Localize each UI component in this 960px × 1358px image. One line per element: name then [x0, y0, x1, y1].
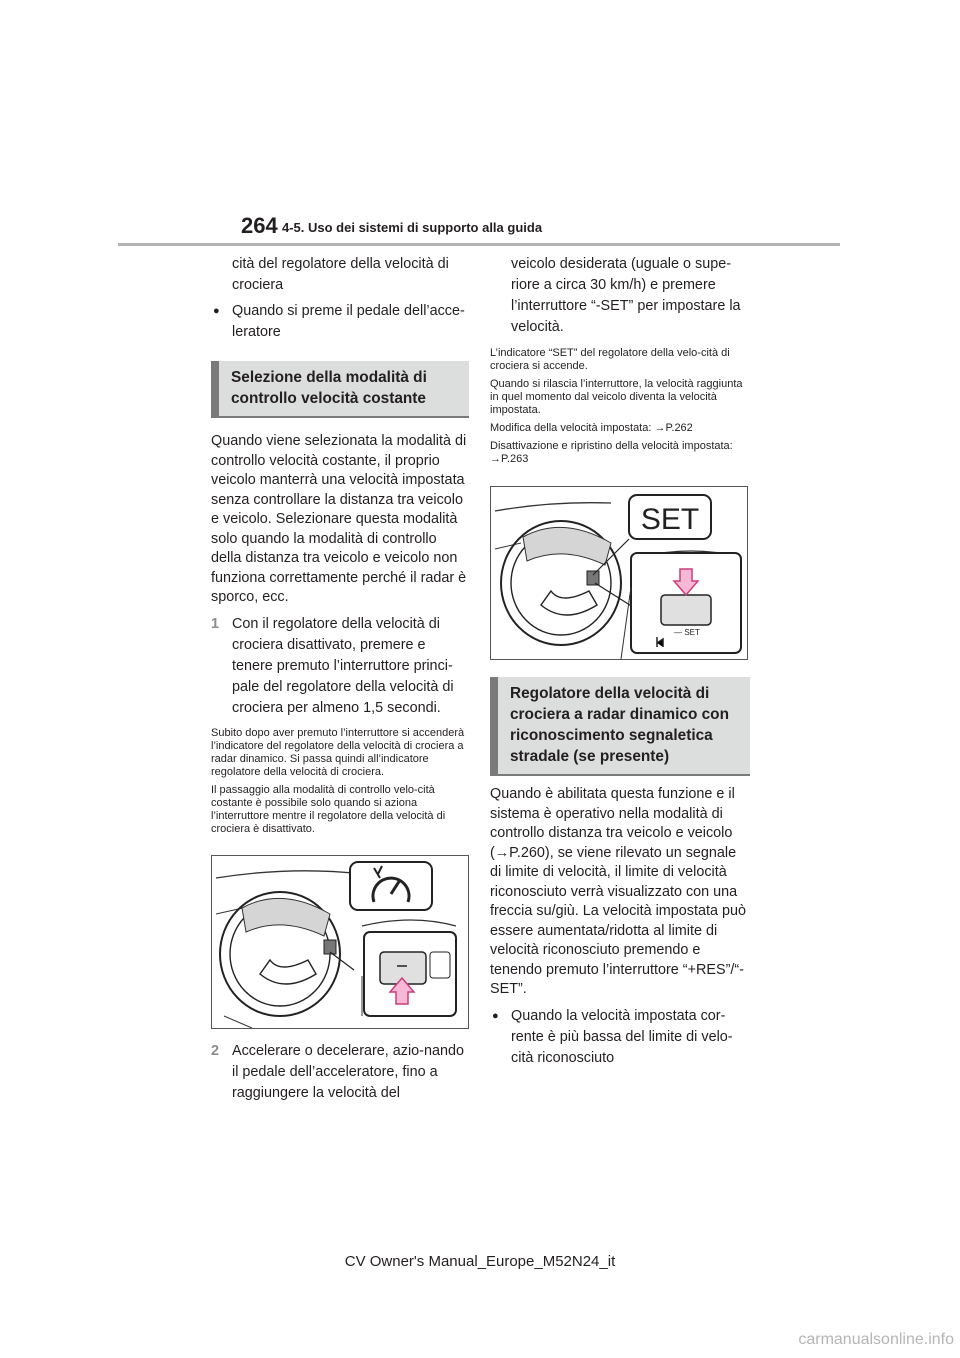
section-title: 4-5. Uso dei sistemi di supporto alla guida — [282, 220, 543, 235]
step-1 — [211, 614, 469, 719]
set-switch — [661, 595, 711, 625]
reference-change-speed — [490, 422, 750, 435]
reference-cancel-resume-page[interactable]: →P.263 — [490, 453, 529, 465]
header-divider — [118, 243, 840, 246]
note-release: Quando si rilascia l’interruttore, la velocità raggiunta in quel momento dal veicolo diventa la velocità impostata. — [490, 378, 743, 416]
note-mode-switch: Il passaggio alla modalità di controllo velo-cità costante è possibile solo quando si aziona l’interruttore mentre il regolatore della velocità di crociera è disattivato. — [211, 783, 446, 835]
radar-sign-text: Quando è abilitata questa funzione e il sistema è operativo nella modalità di controllo distanza tra veicolo e veicolo (→P.260), se viene rilevato un segnale di limite di velocità, il limite di velocità riconosciuto verrà visualizzato con una freccia su/giù. La velocità impostata può essere aumentata/ridotta al limite di velocità riconosciuto premendo e tenendo premuto l’interruttore “+RES”/“-SET”. — [490, 786, 746, 997]
heading-radar-block — [490, 677, 750, 776]
heading-constant-speed-block — [211, 361, 469, 418]
set-indicator-label: SET — [640, 503, 700, 536]
figure-steering-set-switch — [490, 486, 748, 660]
step-1-text: Con il regolatore della velocità di crociera disattivato, premere e tenere premuto l’interruttore princi-pale del regolatore della velocità di crociera per almeno 1,5 secondi. — [232, 615, 454, 716]
right-column — [490, 252, 750, 1069]
note-set-indicator: L’indicatore “SET” del regolatore della velo-cità di crociera si accende. — [490, 347, 730, 372]
reference-change-speed-page[interactable]: →P.262 — [654, 422, 693, 434]
step-2-continued: veicolo desiderata (uguale o supe-riore a circa 30 km/h) e premere l’interruttore “-SET” per impostare la velocità. — [511, 256, 741, 335]
figure-steering-main-switch — [211, 855, 469, 1029]
heading-radar-sign-recognition: Regolatore della velocità di crociera a radar dinamico con riconoscimento segnaletica stradale (se presente) — [490, 677, 750, 774]
note-indicator-switch: Subito dopo aver premuto l’interruttore si accenderà l’indicatore del regolatore della velocità di crociera a radar dinamico. Si passa quindi all’indicatore regolatore della velocità di crociera. — [211, 726, 465, 778]
bullet-lower-speed: ● Quando la velocità impostata cor-rente è più bassa del limite di velo-cità riconosciuto — [490, 1006, 750, 1069]
heading-constant-speed: Selezione della modalità di controllo velocità costante — [211, 361, 469, 416]
set-switch-label: — SET — [674, 628, 700, 637]
continued-text: cità del regolatore della velocità di crociera — [232, 256, 449, 293]
steering-wheel-set-switch-illustration — [491, 487, 747, 659]
reference-cancel-resume-text: Disattivazione e ripristino della velocità impostata: — [490, 440, 733, 452]
bullet-accelerator: ● Quando si preme il pedale dell’acce-leratore — [211, 301, 469, 343]
page-number: 264 — [241, 213, 278, 238]
steering-wheel-main-switch-illustration — [212, 856, 468, 1028]
footer-manual-code: CV Owner's Manual_Europe_M52N24_it — [344, 1253, 616, 1270]
step-2-number: 2 — [211, 1042, 220, 1059]
cruise-control-symbol-callout — [350, 862, 432, 910]
reference-cancel-resume — [490, 440, 750, 466]
reference-change-speed-text: Modifica della velocità impostata: — [490, 422, 655, 434]
step-2-text: Accelerare o decelerare, azio-nando il pedale dell’acceleratore, fino a raggiungere la velocità del — [232, 1042, 464, 1101]
step-2 — [211, 1041, 469, 1104]
left-column — [211, 252, 469, 1104]
step-1-number: 1 — [211, 615, 220, 632]
constant-speed-intro: Quando viene selezionata la modalità di controllo velocità costante, il proprio veicolo manterrà una velocità impostata senza controllare la distanza tra veicolo e veicolo. Selezionare questa modalità solo quando la modalità di controllo della distanza tra veicolo e veicolo non funziona correttamente perché il radar è sporco, ecc. — [211, 433, 467, 605]
watermark: carmanualsonline.info — [798, 1331, 954, 1348]
